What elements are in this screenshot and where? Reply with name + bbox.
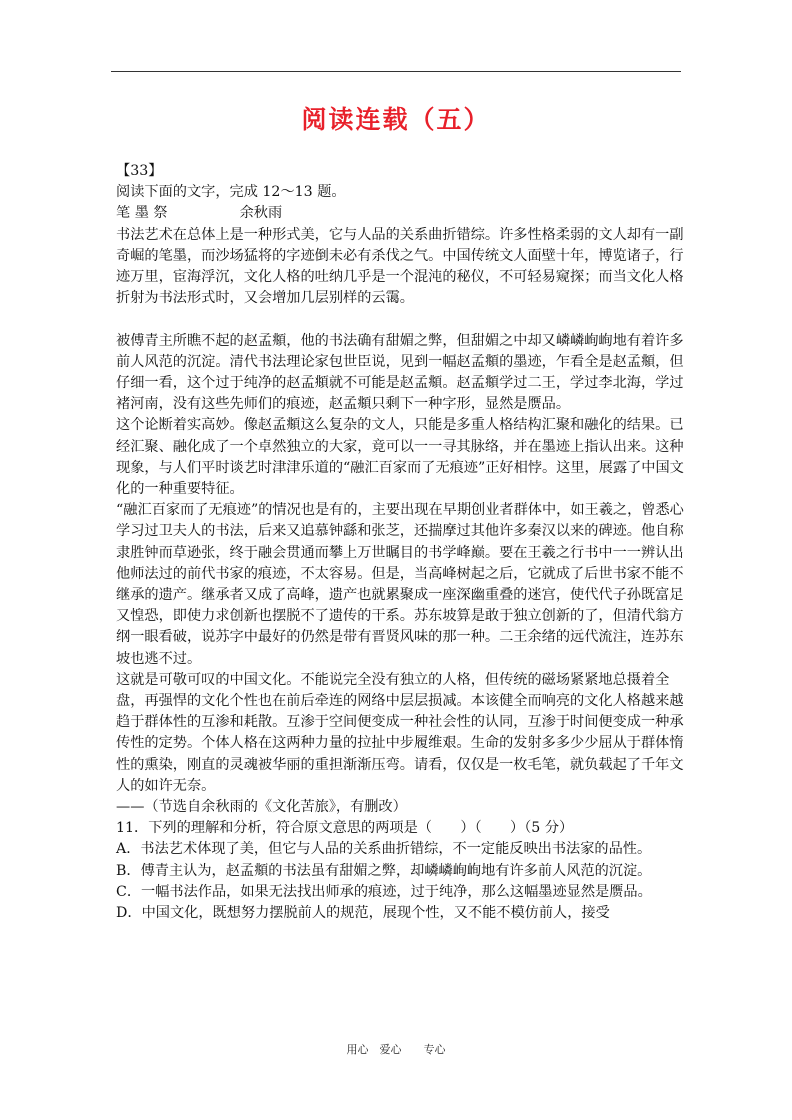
page-footer: 用心 爱心 专心 bbox=[346, 1043, 446, 1056]
paragraph: 这就是可敬可叹的中国文化。不能说完全没有独立的人格，但传统的磁场紧紧地总摄着全盘，再强悍的文化个性也在前后牵连的网络中层层损减。本该健全而响亮的文化人格越来越趋于群体性的互渗和耗散。互渗于空间便变成一种社会性的认同，互渗于时间便变成一种承传性的定势。个体人格在这两种力量的拉扯中步履维艰。生命的发射多多少少屈从于群体惰性的熏染，刚直的灵魂被华丽的重担渐渐压弯。请看，仅仅是一枚毛笔，就负载起了千年文人的如许无奈。 bbox=[116, 671, 684, 794]
document-body bbox=[116, 161, 686, 924]
instruction: 阅读下面的文字，完成 12～13 题。 bbox=[116, 184, 346, 201]
option-a: A．书法艺术体现了美，但它与人品的关系曲折错综，不一定能反映出书法家的品性。 bbox=[116, 841, 652, 858]
option-c: C．一幅书法作品，如果无法找出师承的痕迹，过于纯净，那么这幅墨迹显然是赝品。 bbox=[116, 883, 652, 900]
paragraph: “融汇百家而了无痕迹”的情况也是有的，主要出现在早期创业者群体中，如王羲之，曾悉心学习过卫夫人的书法，后来又追慕钟繇和张芝，还揣摩过其他许多秦汉以来的碑迹。他自称隶胜钟而草逊张，终于融会贯通而攀上万世瞩目的书学峰巅。要在王羲之行书中一一辨认出他师法过的前代书家的痕迹，不太容易。但是，当高峰树起之后，它就成了后世书家不能不继承的遗产。继承者又成了高峰，遗产也就累聚成一座深幽重叠的迷宫，使代代子孙既富足又惶恐，即使力求创新也摆脱不了遗传的干系。苏东坡算是敢于独立创新的了，但清代翁方纲一眼看破，说苏字中最好的仍然是带有晋贤风味的那一种。二王余绪的远代流注，连苏东坡也逃不过。 bbox=[116, 502, 684, 667]
item-number: 【33】 bbox=[116, 163, 163, 179]
essay-author: 余秋雨 bbox=[239, 205, 283, 222]
option-b: B．傅青主认为，赵孟頫的书法虽有甜媚之弊，却嶙嶙峋峋地有许多前人风范的沉淀。 bbox=[116, 862, 652, 879]
paragraph: 被傅青主所瞧不起的赵孟頫，他的书法确有甜媚之弊，但甜媚之中却又嶙嶙峋峋地有着许多前人风范的沉淀。清代书法理论家包世臣说，见到一幅赵孟頫的墨迹，乍看全是赵孟頫，但仔细一看，这个过于纯净的赵孟頫就不可能是赵孟頫。赵孟頫学过二王，学过李北海，学过褚河南，没有这些先师们的痕迹，赵孟頫只剩下一种字形，显然是赝品。 bbox=[116, 332, 684, 413]
question: 11．下列的理解和分析，符合原文意思的两项是（ ）（ ）（5 分） bbox=[116, 820, 574, 837]
essay-title: 笔 墨 祭 bbox=[116, 205, 168, 222]
header-rule bbox=[111, 71, 681, 72]
essay-heading bbox=[116, 203, 686, 224]
paragraph: 这个论断着实高妙。像赵孟頫这么复杂的文人，只能是多重人格结构汇聚和融化的结果。已经汇聚、融化成了一个卓然独立的大家，竟可以一一寻其脉络，并在墨迹上指认出来。这种现象，与人们平时谈艺时津津乐道的“融汇百家而了无痕迹”正好相悖。这里，展露了中国文化的一种重要特征。 bbox=[116, 417, 684, 498]
source-note: ——（节选自余秋雨的《文化苦旅》，有删改） bbox=[116, 799, 407, 816]
paragraph: 书法艺术在总体上是一种形式美，它与人品的关系曲折错综。许多性格柔弱的文人却有一副奇崛的笔墨，而沙场猛将的字迹倒未必有杀伐之气。中国传统文人面壁十年，博览诸子，行迹万里，宦海浮沉，文化人格的吐纳几乎是一个混沌的秘仪，不可轻易窥探；而当文化人格折射为书法形式时，又会增加几层别样的云霭。 bbox=[116, 226, 684, 307]
option-d: D．中国文化，既想努力摆脱前人的规范，展现个性，又不能不模仿前人，接受 bbox=[116, 905, 610, 922]
page-title: 阅读连载（五） bbox=[301, 105, 491, 134]
paragraph-gap bbox=[116, 309, 686, 330]
